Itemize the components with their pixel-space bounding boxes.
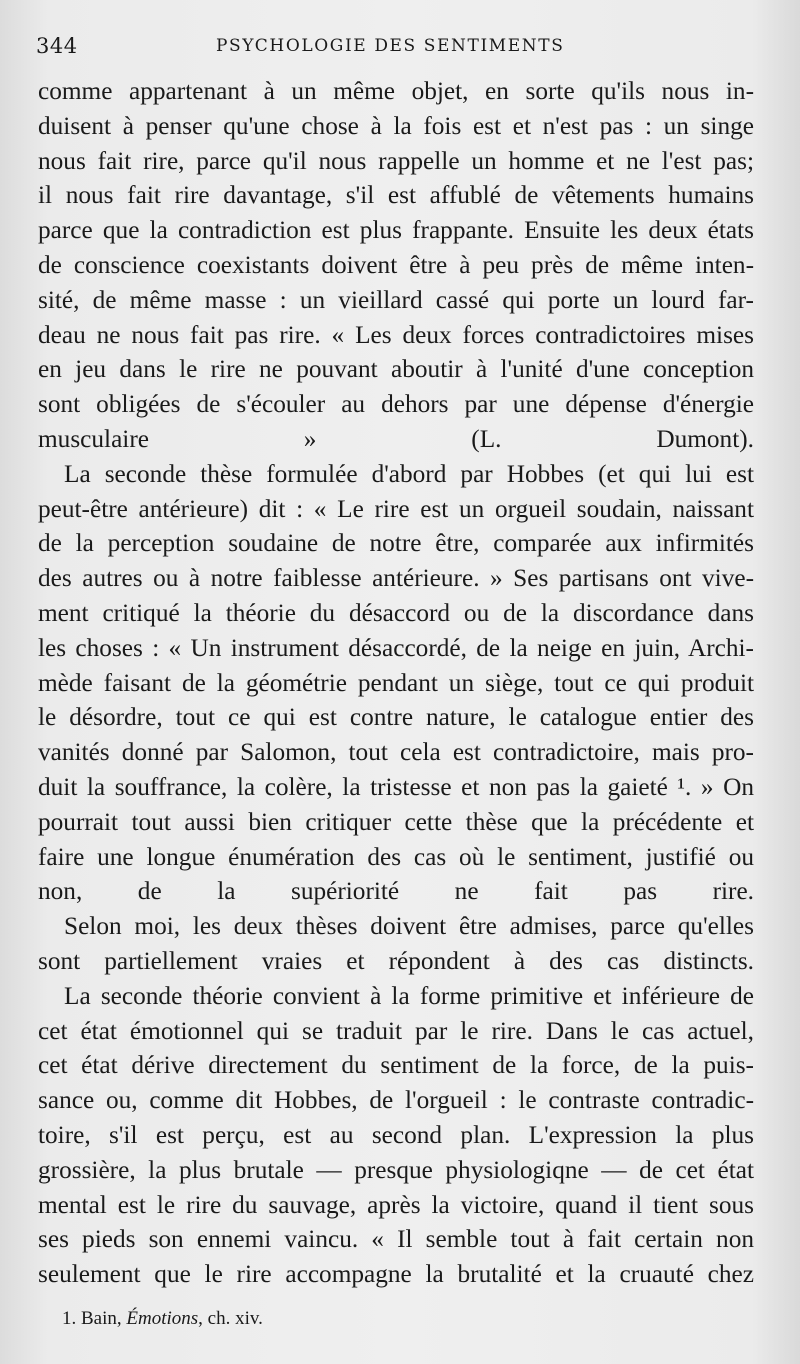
footnote-ref: , ch. xiv. — [198, 1308, 263, 1329]
text-line: grossière, la plus brutale — presque physiologiqne — de cet état — [38, 1155, 754, 1184]
text-line: les choses : « Un instrument désaccordé, de la neige en juin, Archi- — [38, 633, 754, 662]
text-line: sont obligées de s'écouler au dehors par une dépense d'énergie — [38, 390, 754, 419]
text-line: Selon moi, les deux thèses doivent être admises, parce qu'elles — [64, 912, 754, 941]
text-line: cet état dérive directement du sentiment de la force, de la puis- — [38, 1051, 754, 1080]
footnote-work: Émotions — [126, 1308, 199, 1329]
page-header — [36, 34, 746, 62]
running-head: PSYCHOLOGIE DES SENTIMENTS — [216, 36, 565, 56]
text-line: de la perception soudaine de notre être, comparée aux infirmités — [38, 529, 754, 558]
text-line: La seconde thèse formulée d'abord par Hobbes (et qui lui est — [64, 459, 754, 488]
text-line: ses pieds son ennemi vaincu. « Il semble tout à fait certain non — [38, 1225, 754, 1254]
text-line: comme appartenant à un même objet, en sorte qu'ils nous in- — [38, 77, 754, 105]
text-line: cet état émotionnel qui se traduit par le rire. Dans le cas actuel, — [38, 1016, 754, 1045]
text-line: parce que la contradiction est plus frappante. Ensuite les deux états — [38, 216, 754, 245]
footnote-marker: 1. — [62, 1308, 77, 1329]
text-line: pourrait tout aussi bien critiquer cette thèse que la précédente et — [38, 807, 754, 836]
text-line: en jeu dans le rire ne pouvant aboutir à l'unité d'une conception — [38, 355, 754, 384]
page-number: 344 — [36, 34, 78, 58]
text-line: sont partiellement vraies et répondent à des cas distincts. — [38, 946, 754, 975]
text-line: des autres ou à notre faiblesse antérieure. » Ses partisans ont vive- — [38, 564, 754, 593]
footnote-author: Bain, — [81, 1308, 122, 1329]
text-line: deau ne nous fait pas rire. « Les deux forces contradictoires mises — [38, 320, 754, 349]
paragraph-4 — [38, 979, 754, 1292]
paragraph-2 — [38, 457, 754, 909]
text-line: duit la souffrance, la colère, la tristesse et non pas la gaieté ¹. » On — [38, 772, 754, 801]
text-line: nous fait rire, parce qu'il nous rappelle un homme et ne l'est pas; — [38, 146, 754, 175]
text-line: il nous fait rire davantage, s'il est affublé de vêtements humains — [38, 181, 754, 210]
paragraph-3 — [38, 909, 754, 979]
text-line: musculaire » (L. Dumont). — [38, 424, 754, 453]
text-line: mental est le rire du sauvage, après la victoire, quand il tient sous — [38, 1190, 754, 1219]
text-line: le désordre, tout ce qui est contre nature, le catalogue entier des — [38, 703, 754, 732]
text-line: de conscience coexistants doivent être à peu près de même inten- — [38, 250, 754, 279]
paragraph-1 — [38, 74, 754, 457]
text-line: toire, s'il est perçu, est au second plan. L'expression la plus — [38, 1120, 754, 1149]
text-line: vanités donné par Salomon, tout cela est contradictoire, mais pro- — [38, 738, 754, 767]
body-text — [38, 74, 754, 1292]
text-line: La seconde théorie convient à la forme primitive et inférieure de — [64, 981, 754, 1010]
footnote — [62, 1308, 263, 1330]
text-line: sance ou, comme dit Hobbes, de l'orgueil : le contraste contradic- — [38, 1086, 754, 1115]
text-line: duisent à penser qu'une chose à la fois est et n'est pas : un singe — [38, 111, 754, 140]
text-line: seulement que le rire accompagne la brutalité et la cruauté chez — [38, 1260, 754, 1289]
text-line: faire une longue énumération des cas où le sentiment, justifié ou — [38, 842, 754, 871]
text-line: sité, de même masse : un vieillard cassé qui porte un lourd far- — [38, 285, 754, 314]
text-line: ment critiqué la théorie du désaccord ou de la discordance dans — [38, 598, 754, 627]
text-line: mède faisant de la géométrie pendant un siège, tout ce qui produit — [38, 668, 754, 697]
text-line: non, de la supériorité ne fait pas rire. — [38, 877, 754, 906]
text-line: peut-être antérieure) dit : « Le rire est un orgueil soudain, naissant — [38, 494, 754, 523]
